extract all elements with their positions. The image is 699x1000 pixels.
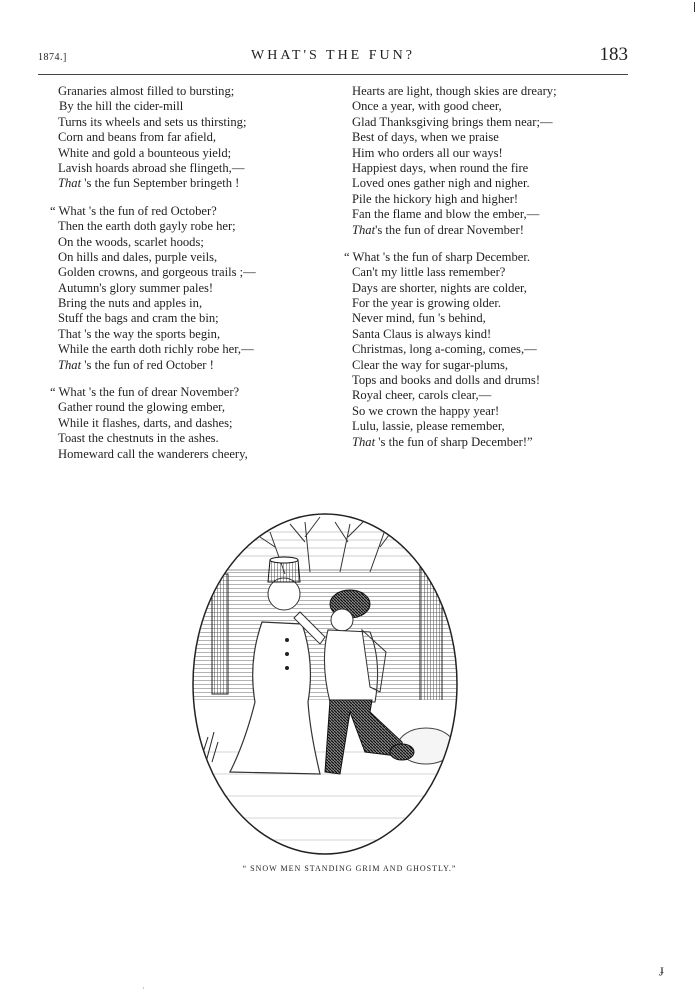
line-text: That 's the way the sports begin, [58, 326, 221, 341]
line-text: Homeward call the wanderers cheery, [58, 446, 248, 461]
line-text: While the earth doth richly robe her,— [58, 342, 254, 357]
line-text: Turns its wheels and sets us thirsting; [58, 114, 247, 129]
poem-line [352, 84, 622, 99]
stanza [58, 84, 348, 192]
poem-line [352, 192, 622, 207]
line-text: Loved ones gather nigh and nigher. [352, 176, 530, 191]
poem-line [58, 176, 348, 191]
page-number: 183 [599, 44, 628, 65]
poem-line [58, 265, 348, 280]
ink-speck: · [142, 984, 145, 993]
line-text: Him who orders all our ways! [352, 145, 503, 160]
line-text: White and gold a bounteous yield; [58, 145, 232, 160]
poem-line [352, 311, 622, 326]
poem-line [352, 281, 622, 296]
poem-line [50, 204, 348, 219]
stanza [50, 385, 348, 462]
line-text: Corn and beans from far afield, [58, 130, 217, 145]
poem-line [352, 404, 622, 419]
line-text: Happiest days, when round the fire [352, 160, 529, 175]
poem-line [58, 358, 348, 373]
line-text: While it flashes, darts, and dashes; [58, 415, 233, 430]
illustration-caption: “ SNOW MEN STANDING GRIM AND GHOSTLY.” [242, 864, 457, 873]
poem-line [352, 373, 622, 388]
poem-line [352, 176, 622, 191]
line-text: Royal cheer, carols clear,— [352, 388, 492, 403]
header-title: WHAT'S THE FUN? [251, 48, 415, 63]
line-text: On the woods, scarlet hoods; [58, 234, 204, 249]
line-text: Christmas, long a-coming, comes,— [352, 342, 537, 357]
poem-line [352, 161, 622, 176]
poem-line [58, 161, 348, 176]
poem-line [58, 431, 348, 446]
line-text: On hills and dales, purple veils, [58, 249, 218, 264]
line-text: 's the fun of drear November! [375, 222, 524, 237]
line-text: Golden crowns, and gorgeous trails ;— [58, 265, 256, 280]
ink-mark: ɟ [660, 962, 664, 976]
line-text: Santa Claus is always kind! [352, 326, 492, 341]
line-text: Then the earth doth gayly robe her; [58, 219, 236, 234]
poem-line [352, 296, 622, 311]
poem-line [58, 250, 348, 265]
poem-line [352, 115, 622, 130]
left-column [50, 84, 348, 474]
engraving-image [190, 512, 460, 856]
line-text: Pile the hickory high and higher! [352, 191, 519, 206]
poem-line [58, 115, 348, 130]
line-text: 's the fun of sharp December!” [375, 434, 533, 449]
line-text: Hearts are light, though skies are dreary; [352, 84, 557, 98]
line-text: For the year is growing older. [352, 296, 501, 311]
header-year: 1874.] [38, 52, 67, 63]
stanza [344, 249, 622, 450]
poem-line [58, 235, 348, 250]
line-text: So we crown the happy year! [352, 403, 500, 418]
line-text: “ What 's the fun of sharp December. [344, 249, 530, 264]
line-text: Best of days, when we praise [352, 130, 499, 145]
poem-line [352, 223, 622, 238]
header-rule [38, 74, 628, 75]
page-edge-mark [694, 2, 695, 12]
poem-line [58, 342, 348, 357]
poem-line [352, 207, 622, 222]
line-text: Fan the flame and blow the ember,— [352, 207, 540, 222]
running-header [38, 46, 628, 70]
poem-line [58, 84, 348, 99]
poem-line [352, 342, 622, 357]
poem-line [58, 400, 348, 415]
poem-line [58, 327, 348, 342]
line-text: Tops and books and dolls and drums! [352, 373, 541, 388]
line-text: Bring the nuts and apples in, [58, 296, 203, 311]
poem-line [58, 99, 348, 114]
line-text: Gather round the glowing ember, [58, 400, 226, 415]
right-column [344, 84, 622, 462]
poem-line [58, 311, 348, 326]
poem-line [344, 250, 622, 265]
line-text: Granaries almost filled to bursting; [58, 84, 235, 98]
line-text: Clear the way for sugar-plums, [352, 357, 509, 372]
italic-word: That [352, 434, 376, 449]
poem-line [352, 388, 622, 403]
poem-line [58, 416, 348, 431]
poem-line [58, 281, 348, 296]
poem-line [352, 435, 622, 450]
line-text: Toast the chestnuts in the ashes. [58, 431, 219, 446]
poem-line [58, 146, 348, 161]
line-text: Glad Thanksgiving brings them near;— [352, 114, 553, 129]
line-text: Stuff the bags and cram the bin; [58, 311, 219, 326]
line-text: Lulu, lassie, please remember, [352, 419, 505, 434]
italic-word: That [58, 357, 82, 372]
poem-line [352, 146, 622, 161]
poem-line [352, 130, 622, 145]
line-text: Autumn's glory summer pales! [58, 280, 214, 295]
poem-line [58, 130, 348, 145]
poem-line [352, 265, 622, 280]
line-text: Never mind, fun 's behind, [352, 311, 486, 326]
stanza [50, 203, 348, 373]
line-text: 's the fun of red October ! [81, 357, 214, 372]
italic-word: That [352, 222, 376, 237]
stanza [352, 84, 622, 238]
poem-line [352, 99, 622, 114]
poem-line [58, 447, 348, 462]
line-text: “ What 's the fun of red October? [50, 203, 217, 218]
italic-word: That [58, 176, 82, 191]
poem-line [352, 358, 622, 373]
line-text: Once a year, with good cheer, [352, 99, 502, 114]
poem-line [58, 296, 348, 311]
line-text: “ What 's the fun of drear November? [50, 385, 240, 400]
poem-line [352, 419, 622, 434]
line-text: Days are shorter, nights are colder, [352, 280, 527, 295]
line-text: By the hill the cider-mill [59, 99, 184, 114]
line-text: 's the fun September bringeth ! [81, 176, 240, 191]
snowman-illustration [190, 512, 460, 856]
poem-line [50, 385, 348, 400]
line-text: Lavish hoards abroad she flingeth,— [58, 160, 245, 175]
line-text: Can't my little lass remember? [352, 265, 506, 280]
poem-line [352, 327, 622, 342]
poem-line [58, 219, 348, 234]
